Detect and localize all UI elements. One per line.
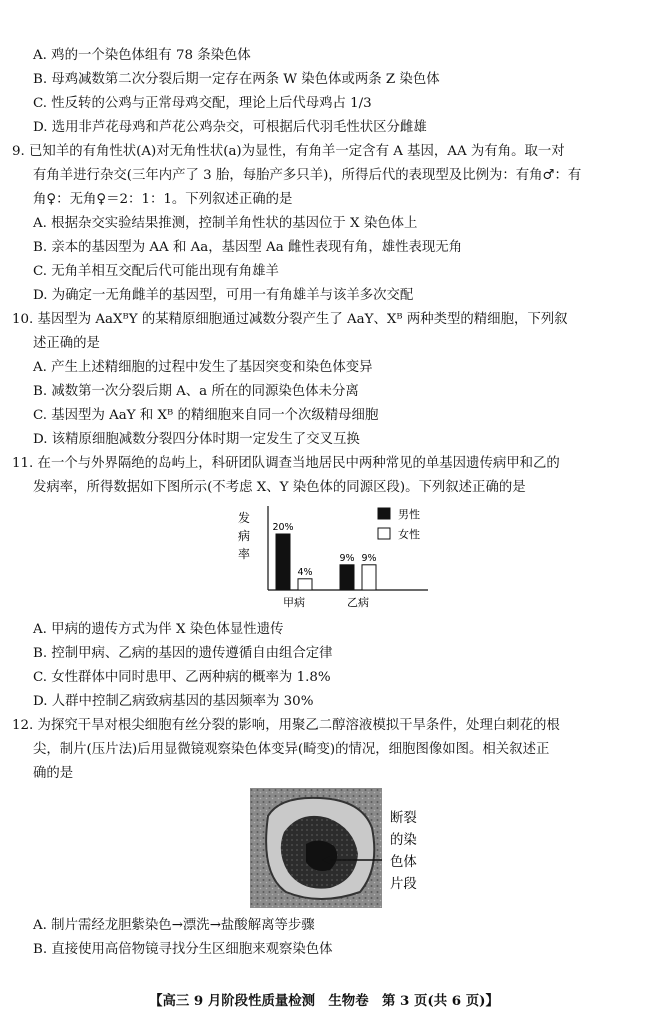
- q10-stem-line1: 10. 基因型为 AaXᴮY 的某精原细胞通过减数分裂产生了 AaY、Xᴮ 两种类型的精细胞，下列叙: [12, 312, 568, 327]
- legend-label: 女性: [398, 528, 420, 541]
- figure-label-2: 的染: [390, 833, 417, 848]
- chart-y-label: [238, 510, 250, 561]
- q9-stem-line3: 角♀：无角♀＝2：1：1。下列叙述正确的是: [33, 192, 293, 207]
- q11-option-b: B. 控制甲病、乙病的基因的遗传遵循自由组合定律: [33, 646, 333, 661]
- chromosome-core: [306, 840, 337, 871]
- q10-option-d: D. 该精原细胞减数分裂四分体时期一定发生了交叉互换: [33, 432, 360, 447]
- q9-option-b: B. 亲本的基因型为 AA 和 Aa，基因型 Aa 雌性表现有角，雄性表现无角: [33, 240, 463, 255]
- q9-stem-line1: 9. 已知羊的有角性状(A)对无角性状(a)为显性，有角羊一定含有 A 基因，AA 为有角。取一对: [12, 144, 565, 159]
- q11-stem-line2: 发病率，所得数据如下图所示(不考虑 X、Y 染色体的同源区段)。下列叙述正确的是: [33, 480, 526, 495]
- bar-男性-甲病: [276, 534, 290, 590]
- legend-swatch: [378, 528, 390, 539]
- bar-value-label: 9%: [361, 552, 377, 564]
- q10-stem-line2: 述正确的是: [33, 336, 100, 351]
- bar-value-label: 20%: [272, 522, 294, 533]
- q9-stem-line2: 有角羊进行杂交(三年内产了 3 胎，每胎产多只羊)，所得后代的表现型及比例为：有角♂：有: [33, 168, 582, 183]
- y-label-char: 发: [238, 511, 251, 525]
- q12-stem-line3: 确的是: [33, 766, 74, 781]
- incidence-bar-chart: [228, 496, 448, 614]
- option-a-top: A. 鸡的一个染色体组有 78 条染色体: [33, 48, 251, 63]
- q9-option-d: D. 为确定一无角雌羊的基因型，可用一有角雄羊与该羊多次交配: [33, 288, 414, 303]
- category-label: 乙病: [347, 596, 369, 609]
- page-footer: 【高三 9 月阶段性质量检测 生物卷 第 3 页(共 6 页)】: [149, 993, 499, 1009]
- q12-option-b: B. 直接使用高倍物镜寻找分生区细胞来观察染色体: [33, 942, 333, 957]
- q11-option-a: A. 甲病的遗传方式为伴 X 染色体显性遗传: [33, 622, 284, 637]
- option-b-top: B. 母鸡减数第二次分裂后期一定存在两条 W 染色体或两条 Z 染色体: [33, 72, 440, 87]
- option-d-top: D. 选用非芦花母鸡和芦花公鸡杂交，可根据后代羽毛性状区分雌雄: [33, 120, 427, 135]
- category-label: 甲病: [283, 596, 305, 609]
- q12-stem-line2: 尖，制片(压片法)后用显微镜观察染色体变异(畸变)的情况，细胞图像如图。相关叙述正: [33, 742, 550, 757]
- bar-男性-乙病: [340, 565, 354, 590]
- legend-swatch: [378, 508, 390, 519]
- q10-option-c: C. 基因型为 AaY 和 Xᴮ 的精细胞来自同一个次级精母细胞: [33, 408, 379, 423]
- q12-option-a: A. 制片需经龙胆紫染色→漂洗→盐酸解离等步骤: [33, 918, 315, 933]
- q10-option-a: A. 产生上述精细胞的过程中发生了基因突变和染色体变异: [33, 360, 373, 375]
- figure-label-4: 片段: [390, 877, 417, 892]
- q9-option-a: A. 根据杂交实验结果推测，控制羊角性状的基因位于 X 染色体上: [33, 216, 418, 231]
- legend-label: 男性: [398, 508, 420, 521]
- q12-stem-line1: 12. 为探究干旱对根尖细胞有丝分裂的影响，用聚乙二醇溶液模拟干旱条件，处理白刺花的根: [12, 718, 560, 733]
- q11-stem-line1: 11. 在一个与外界隔绝的岛屿上，科研团队调查当地居民中两种常见的单基因遗传病甲和乙的: [12, 456, 560, 471]
- figure-label-3: 色体: [390, 855, 417, 870]
- cell-micrograph: [250, 788, 462, 908]
- q11-option-d: D. 人群中控制乙病致病基因的基因频率为 30%: [33, 694, 314, 709]
- option-c-top: C. 性反转的公鸡与正常母鸡交配，理论上后代母鸡占 1/3: [33, 96, 372, 111]
- bar-女性-乙病: [362, 565, 376, 590]
- y-label-char: 病: [238, 529, 251, 543]
- y-label-char: 率: [238, 547, 251, 561]
- figure-label-1: 断裂: [390, 811, 417, 826]
- q9-option-c: C. 无角羊相互交配后代可能出现有角雄羊: [33, 264, 279, 279]
- bar-value-label: 4%: [297, 566, 313, 578]
- bar-女性-甲病: [298, 579, 312, 590]
- q11-option-c: C. 女性群体中同时患甲、乙两种病的概率为 1.8%: [33, 670, 331, 685]
- q10-option-b: B. 减数第一次分裂后期 A、a 所在的同源染色体未分离: [33, 384, 359, 399]
- bar-value-label: 9%: [339, 552, 355, 564]
